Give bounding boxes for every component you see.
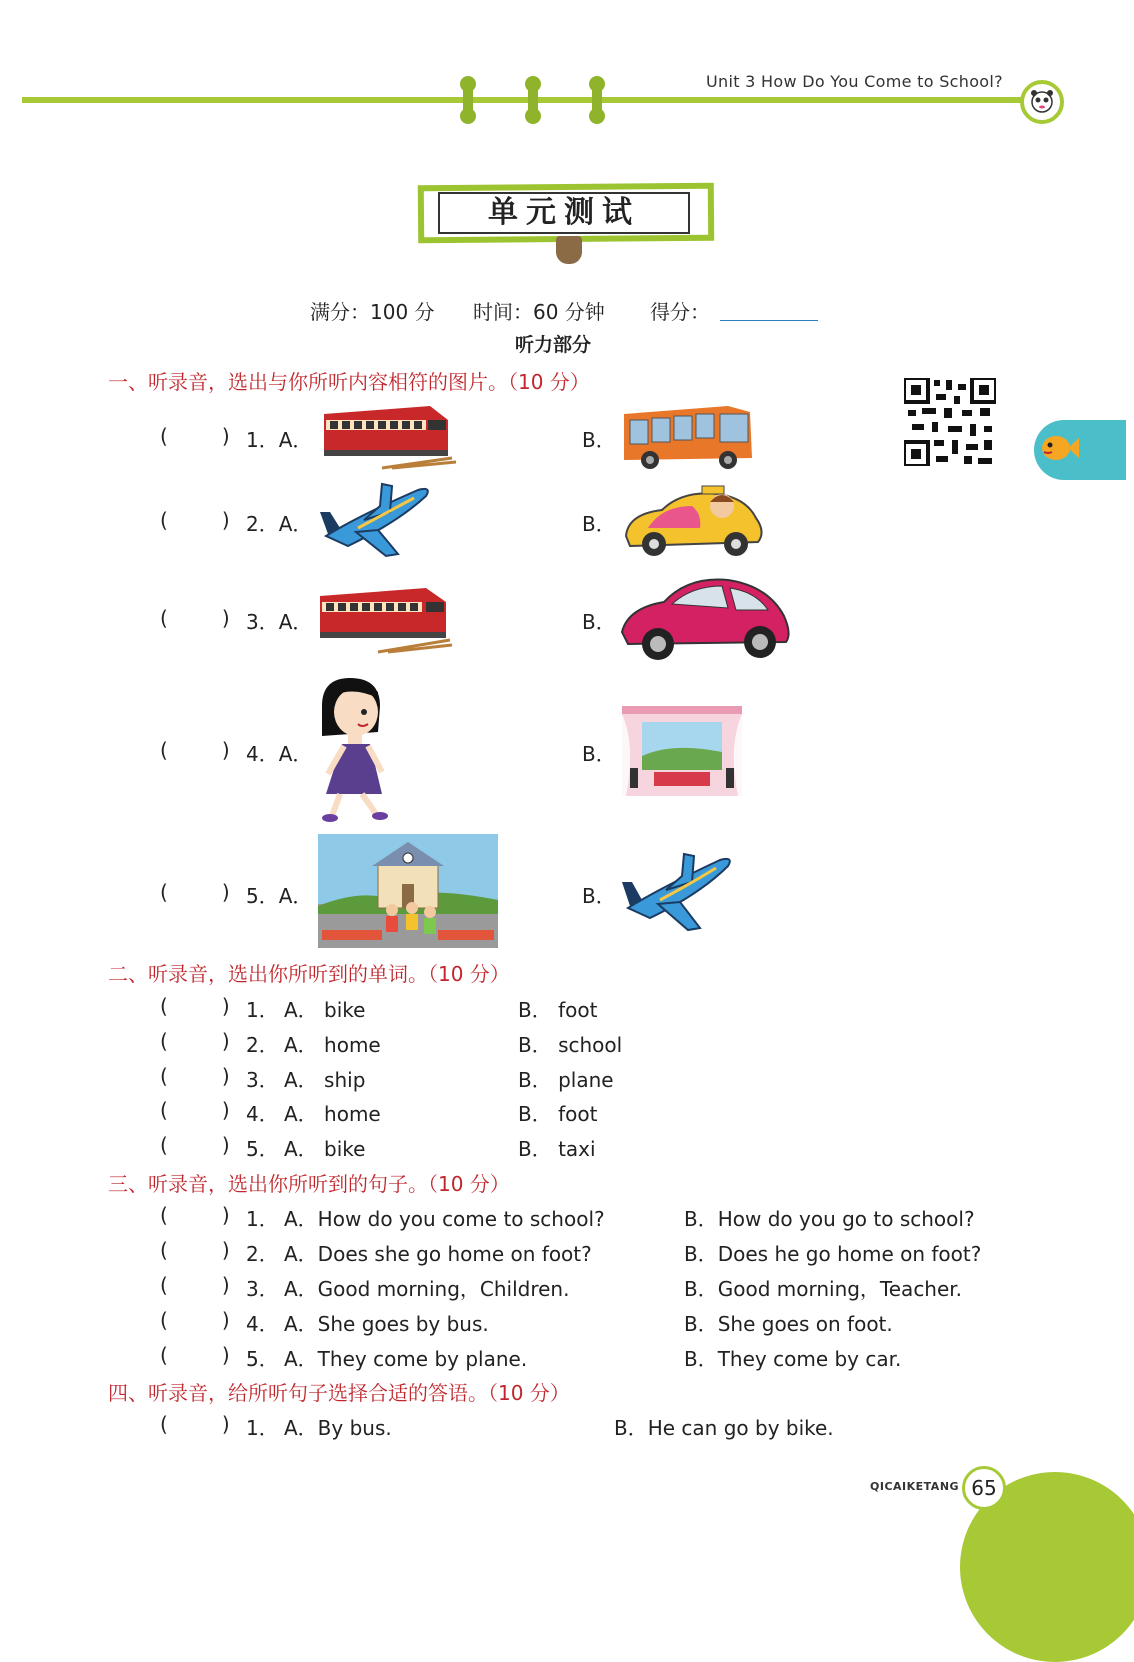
option-b[interactable]: B．Does he go home on foot? xyxy=(684,1242,982,1266)
full-score: 满分：100 分 xyxy=(310,300,435,324)
option-b[interactable]: B． plane xyxy=(518,1068,614,1092)
school-icon[interactable] xyxy=(318,834,498,952)
question-number: 1．A． xyxy=(246,428,313,452)
qr-code-icon[interactable] xyxy=(904,378,996,466)
option-a[interactable]: A．They come by plane. xyxy=(284,1347,528,1371)
answer-blank[interactable]: ( ) xyxy=(160,1343,230,1367)
answer-blank[interactable]: ( ) xyxy=(160,994,230,1018)
panda-logo-icon xyxy=(1020,80,1064,124)
section1-heading: 一、听录音，选出与你所听内容相符的图片。（10 分） xyxy=(108,370,590,394)
answer-blank-3[interactable]: ( ) xyxy=(160,606,230,630)
question-number: 4． xyxy=(246,1102,279,1126)
page-title: 单元测试 xyxy=(438,192,690,234)
taxi-icon[interactable] xyxy=(622,484,766,564)
option-b-label: B． xyxy=(582,610,616,634)
train-icon[interactable] xyxy=(322,402,458,474)
option-b-label: B． xyxy=(582,428,616,452)
option-a[interactable]: A． ship xyxy=(284,1068,366,1092)
binder-ring xyxy=(528,82,538,118)
answer-blank-4[interactable]: ( ) xyxy=(160,738,230,762)
answer-blank[interactable]: ( ) xyxy=(160,1029,230,1053)
question-number: 3． xyxy=(246,1277,279,1301)
question-number: 2． xyxy=(246,1242,279,1266)
answer-blank-2[interactable]: ( ) xyxy=(160,508,230,532)
option-b[interactable]: B．How do you go to school? xyxy=(684,1207,975,1231)
bus-icon[interactable] xyxy=(620,400,754,476)
unit-title: Unit 3 How Do You Come to School? xyxy=(706,72,1003,91)
section2-heading: 二、听录音，选出你所听到的单词。（10 分） xyxy=(108,962,510,986)
option-b-label: B． xyxy=(582,512,616,536)
option-b[interactable]: B． foot xyxy=(518,1102,598,1126)
answer-blank[interactable]: ( ) xyxy=(160,1238,230,1262)
car-icon[interactable] xyxy=(618,572,794,668)
option-a[interactable]: A． bike xyxy=(284,1137,366,1161)
option-a[interactable]: A． home xyxy=(284,1033,381,1057)
option-a[interactable]: A．Good morning，Children. xyxy=(284,1277,570,1301)
question-number: 5．A． xyxy=(246,884,313,908)
pencil-icon xyxy=(556,236,582,264)
option-b-label: B． xyxy=(582,884,616,908)
section3-heading: 三、听录音，选出你所听到的句子。（10 分） xyxy=(108,1172,510,1196)
answer-blank[interactable]: ( ) xyxy=(160,1412,230,1436)
option-b-label: B． xyxy=(582,742,616,766)
answer-blank[interactable]: ( ) xyxy=(160,1064,230,1088)
option-a[interactable]: A．She goes by bus. xyxy=(284,1312,489,1336)
question-number: 2． xyxy=(246,1033,279,1057)
plane-icon[interactable] xyxy=(318,482,434,562)
living-room-icon[interactable] xyxy=(622,706,742,800)
time-limit: 时间：60 分钟 xyxy=(473,300,605,324)
plane-icon[interactable] xyxy=(620,850,736,936)
header-rule xyxy=(22,97,1032,103)
girl-walking-icon[interactable] xyxy=(318,676,394,828)
option-b[interactable]: B．He can go by bike. xyxy=(614,1416,834,1440)
option-b[interactable]: B．She goes on foot. xyxy=(684,1312,893,1336)
option-a[interactable]: A．Does she go home on foot? xyxy=(284,1242,592,1266)
question-number: 1． xyxy=(246,998,279,1022)
option-b[interactable]: B． school xyxy=(518,1033,623,1057)
binder-ring xyxy=(592,82,602,118)
question-number: 2．A． xyxy=(246,512,313,536)
answer-blank-5[interactable]: ( ) xyxy=(160,880,230,904)
answer-blank-1[interactable]: ( ) xyxy=(160,424,230,448)
question-number: 4．A． xyxy=(246,742,313,766)
question-number: 5． xyxy=(246,1347,279,1371)
score-label: 得分： xyxy=(650,300,710,324)
option-a[interactable]: A．By bus. xyxy=(284,1416,392,1440)
train-icon[interactable] xyxy=(318,582,454,658)
question-number: 1． xyxy=(246,1416,279,1440)
answer-blank[interactable]: ( ) xyxy=(160,1203,230,1227)
fish-icon xyxy=(1038,428,1080,472)
question-number: 3．A． xyxy=(246,610,313,634)
page-number: 65 xyxy=(971,1476,997,1500)
listening-part-title: 听力部分 xyxy=(515,334,592,356)
binder-ring xyxy=(463,82,473,118)
option-b[interactable]: B． taxi xyxy=(518,1137,596,1161)
answer-blank[interactable]: ( ) xyxy=(160,1308,230,1332)
option-a[interactable]: A． home xyxy=(284,1102,381,1126)
score-blank[interactable] xyxy=(720,320,818,321)
option-a[interactable]: A． bike xyxy=(284,998,366,1022)
option-a[interactable]: A．How do you come to school? xyxy=(284,1207,605,1231)
section4-heading: 四、听录音，给所听句子选择合适的答语。（10 分） xyxy=(108,1381,570,1405)
question-number: 5． xyxy=(246,1137,279,1161)
question-number: 3． xyxy=(246,1068,279,1092)
option-b[interactable]: B．They come by car. xyxy=(684,1347,902,1371)
answer-blank[interactable]: ( ) xyxy=(160,1273,230,1297)
answer-blank[interactable]: ( ) xyxy=(160,1133,230,1157)
answer-blank[interactable]: ( ) xyxy=(160,1098,230,1122)
question-number: 4． xyxy=(246,1312,279,1336)
option-b[interactable]: B． foot xyxy=(518,998,598,1022)
question-number: 1． xyxy=(246,1207,279,1231)
option-b[interactable]: B．Good morning，Teacher. xyxy=(684,1277,963,1301)
footer-brand: QICAIKETANG xyxy=(870,1480,960,1493)
